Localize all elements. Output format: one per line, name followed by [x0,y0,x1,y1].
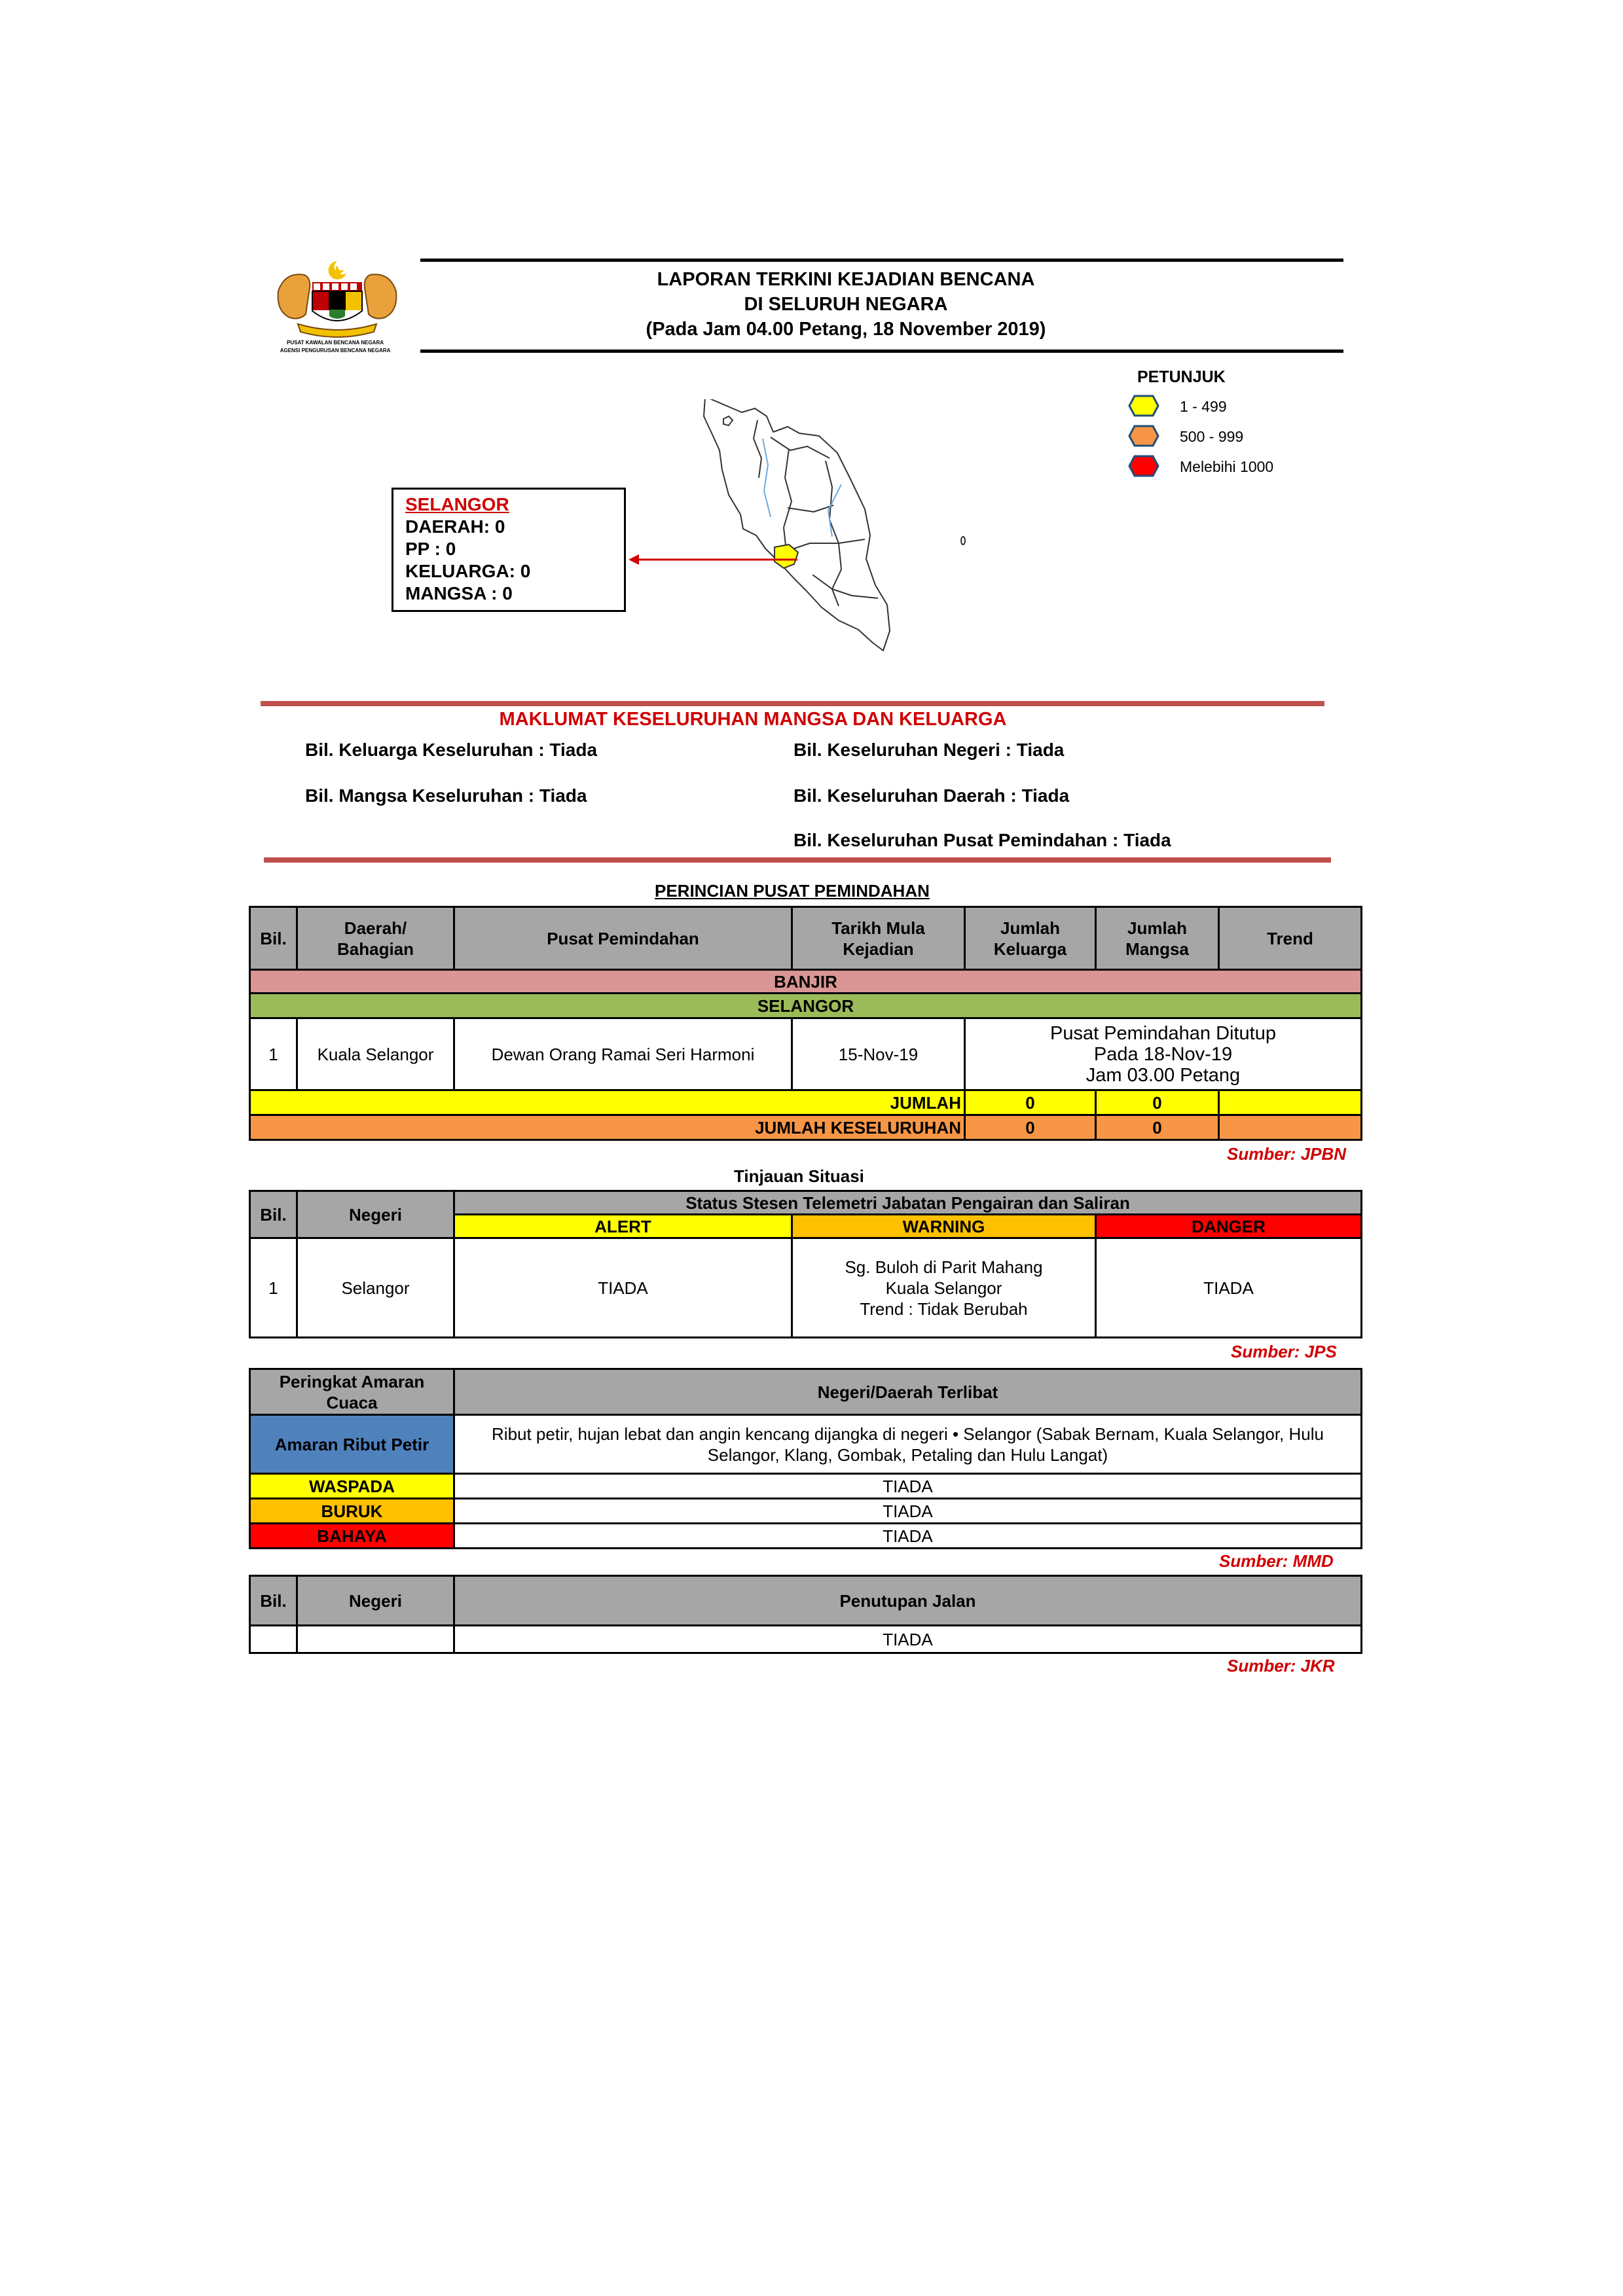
table-row [250,1474,1362,1499]
info-state: SELANGOR [405,494,509,514]
pps-header-daerah [297,907,454,970]
situasi-source: Sumber: JPS [1231,1342,1337,1361]
pps-header-daerah-line1: Daerah/ [344,918,407,938]
summary-keluarga: Bil. Keluarga Keseluruhan : Tiada [305,740,598,760]
pps-status-line3: Jam 03.00 Petang [1085,1064,1241,1086]
cuaca-table [249,1368,1362,1549]
cuaca-header-peringkat [250,1369,454,1415]
summary-mangsa: Bil. Mangsa Keseluruhan : Tiada [305,785,587,806]
pps-jumlah-label: JUMLAH [250,1090,965,1115]
situasi-warning-line1: Sg. Buloh di Parit Mahang [845,1257,1043,1277]
jalan-cell-negeri [297,1626,454,1653]
pps-jumlah-keluarga: 0 [965,1090,1096,1115]
situasi-table [249,1190,1362,1338]
cuaca-level-waspada: WASPADA [250,1474,454,1499]
cuaca-text-ribut-petir [454,1415,1362,1474]
pps-header-tarikh-line2: Kejadian [843,939,914,959]
situasi-header-alert: ALERT [454,1215,792,1238]
pps-header-row [250,907,1362,970]
jalan-source: Sumber: JKR [1227,1656,1335,1676]
cuaca-header-peringkat-line1: Peringkat Amaran [279,1371,425,1391]
title-line-2: DI SELURUH NEGARA [744,294,948,315]
pps-header-daerah-line2: Bahagian [337,939,414,959]
situasi-cell-warning [792,1238,1096,1338]
pps-jumlah-mangsa: 0 [1096,1090,1219,1115]
pps-header-bil: Bil. [250,907,297,970]
header-bottom-rule [420,350,1343,353]
jalan-table [249,1575,1362,1654]
situasi-cell-danger: TIADA [1096,1238,1362,1338]
situasi-warning-line3: Trend : Tidak Berubah [860,1299,1028,1319]
pps-cell-daerah: Kuala Selangor [297,1018,454,1090]
jalan-cell-penutupan: TIADA [454,1626,1362,1653]
cuaca-text-waspada: TIADA [454,1474,1362,1499]
pps-caption: PERINCIAN PUSAT PEMINDAHAN [655,881,930,901]
summary-title: MAKLUMAT KESELURUHAN MANGSA DAN KELUARGA [499,709,1007,730]
jalan-header-negeri: Negeri [297,1576,454,1626]
pps-jumlah-keseluruhan-trend [1219,1115,1362,1140]
pps-header-keluarga-line1: Jumlah [1000,918,1061,938]
situasi-header-negeri: Negeri [297,1191,454,1238]
peninsular-malaysia-map [697,399,985,661]
title-line-3: (Pada Jam 04.00 Petang, 18 November 2019) [646,319,1046,340]
cuaca-text-line1: Ribut petir, hujan lebat dan angin kencang dijangka di negeri • Selangor (Sabak Bernam, Kuala Selangor, Hulu [492,1424,1324,1444]
pps-header-tarikh [792,907,965,970]
cuaca-header-peringkat-line2: Cuaca [326,1392,378,1412]
situasi-cell-negeri: Selangor [297,1238,454,1338]
legend-label-low: 1 - 499 [1180,398,1227,415]
cuaca-text-bahaya: TIADA [454,1524,1362,1549]
summary-negeri: Bil. Keseluruhan Negeri : Tiada [793,740,1065,760]
jalan-header-bil: Bil. [250,1576,297,1626]
table-row [250,1415,1362,1474]
table-row [250,1626,1362,1653]
map-outline [704,399,890,651]
situasi-header-status: Status Stesen Telemetri Jabatan Pengairan dan Saliran [454,1191,1362,1215]
info-mangsa: MANGSA : 0 [405,583,513,603]
cuaca-level-ribut-petir: Amaran Ribut Petir [250,1415,454,1474]
legend-title: PETUNJUK [1137,368,1226,386]
pps-header-mangsa-line1: Jumlah [1127,918,1188,938]
legend-swatch-orange-icon [1128,424,1159,448]
pps-table [249,906,1362,1141]
situasi-header-bil: Bil. [250,1191,297,1238]
jalan-header-row [250,1576,1362,1626]
legend-label-medium: 500 - 999 [1180,428,1244,445]
crest-caption-line-1: PUSAT KAWALAN BENCANA NEGARA [287,340,384,346]
summary-bottom-rule [264,857,1331,863]
cuaca-header-negeri: Negeri/Daerah Terlibat [454,1369,1362,1415]
header-top-rule [420,259,1343,262]
pps-header-mangsa-line2: Mangsa [1125,939,1189,959]
cuaca-level-bahaya: BAHAYA [250,1524,454,1549]
situasi-header-warning: WARNING [792,1215,1096,1238]
pps-cell-tarikh: 15-Nov-19 [792,1018,965,1090]
pps-header-keluarga-line2: Keluarga [993,939,1067,959]
pointer-arrow-icon [629,550,799,569]
title-line-1: LAPORAN TERKINI KEJADIAN BENCANA [657,269,1035,290]
pps-cell-bil: 1 [250,1018,297,1090]
info-keluarga: KELUARGA: 0 [405,561,531,581]
info-pp: PP : 0 [405,539,456,559]
cuaca-text-line2: Selangor, Klang, Gombak, Petaling dan Hulu Langat) [707,1444,1108,1465]
pps-jumlah-trend [1219,1090,1362,1115]
summary-top-rule [261,701,1324,706]
pps-state-row [250,994,1362,1018]
situasi-cell-bil: 1 [250,1238,297,1338]
pps-disaster-row [250,970,1362,994]
cuaca-text-buruk: TIADA [454,1499,1362,1524]
pps-header-trend: Trend [1219,907,1362,970]
cuaca-header-row [250,1369,1362,1415]
legend-swatch-red-icon [1128,454,1159,478]
pps-status-line1: Pusat Pemindahan Ditutup [1050,1022,1276,1044]
pps-jumlah-keseluruhan-mangsa: 0 [1096,1115,1219,1140]
cuaca-source: Sumber: MMD [1219,1551,1334,1571]
pps-jumlah-keseluruhan-row [250,1115,1362,1140]
situasi-cell-alert: TIADA [454,1238,792,1338]
table-row [250,1499,1362,1524]
pps-header-tarikh-line1: Tarikh Mula [831,918,925,938]
legend-swatch-yellow-icon [1128,394,1159,418]
situasi-warning-line2: Kuala Selangor [885,1278,1002,1298]
crest-caption-line-2: AGENSI PENGURUSAN BENCANA NEGARA [280,348,391,353]
pps-state: SELANGOR [250,994,1362,1018]
pps-jumlah-keseluruhan-label: JUMLAH KESELURUHAN [250,1115,965,1140]
pps-source: Sumber: JPBN [1227,1144,1347,1164]
pps-status-line2: Pada 18-Nov-19 [1093,1043,1233,1065]
cuaca-level-buruk: BURUK [250,1499,454,1524]
legend-label-high: Melebihi 1000 [1180,458,1274,475]
jalan-cell-bil [250,1626,297,1653]
pps-jumlah-row [250,1090,1362,1115]
pps-disaster-type: BANJIR [250,970,1362,994]
pps-cell-pusat: Dewan Orang Ramai Seri Harmoni [454,1018,792,1090]
summary-pusat: Bil. Keseluruhan Pusat Pemindahan : Tiada [793,830,1171,850]
selangor-info-box [392,488,626,612]
situasi-header-row [250,1191,1362,1215]
pps-header-pusat: Pusat Pemindahan [454,907,792,970]
jalan-header-penutupan: Penutupan Jalan [454,1576,1362,1626]
crest-caption [246,339,424,355]
situasi-header-danger: DANGER [1096,1215,1362,1238]
table-row [250,1018,1362,1090]
pps-jumlah-keseluruhan-keluarga: 0 [965,1115,1096,1140]
report-title [420,267,1271,342]
pps-cell-status [965,1018,1362,1090]
situasi-caption: Tinjauan Situasi [734,1166,864,1186]
pps-header-keluarga [965,907,1096,970]
pps-header-mangsa [1096,907,1219,970]
table-row [250,1524,1362,1549]
info-daerah: DAERAH: 0 [405,516,505,537]
table-row [250,1238,1362,1338]
summary-daerah: Bil. Keseluruhan Daerah : Tiada [793,785,1070,806]
